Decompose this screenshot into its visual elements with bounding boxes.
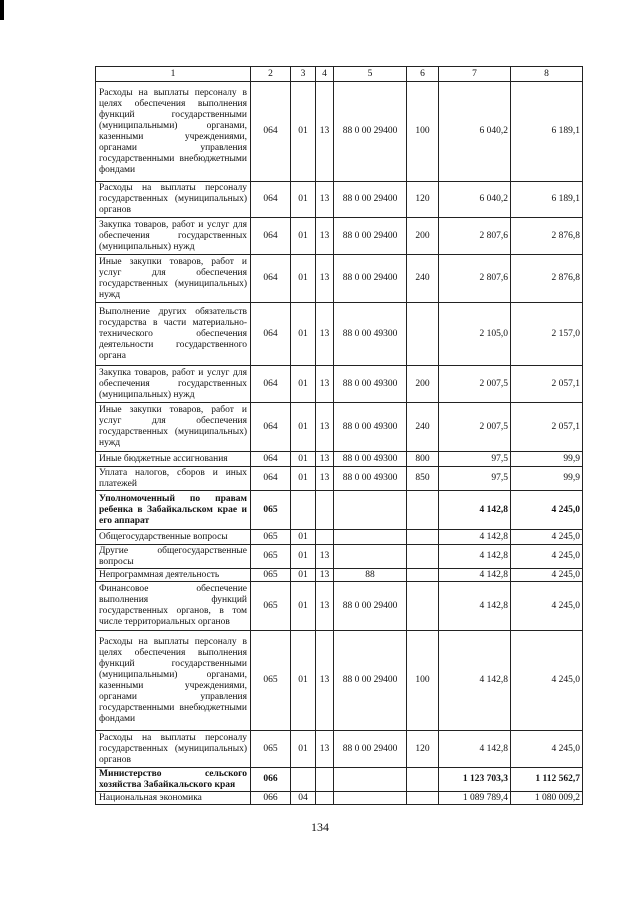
- section-code-cell: [291, 491, 316, 530]
- row-name-cell: Министерство сельского хозяйства Забайкальского края: [96, 768, 251, 792]
- expense-type-cell: 120: [407, 182, 439, 218]
- amount-year-2-cell: 2 876,8: [511, 218, 583, 255]
- amount-year-2-cell: 2 057,1: [511, 366, 583, 403]
- expense-type-cell: 240: [407, 403, 439, 452]
- table-row: [96, 731, 583, 768]
- ministry-code-cell: 064: [251, 366, 291, 403]
- ministry-code-cell: 064: [251, 452, 291, 467]
- amount-year-2-cell: 4 245,0: [511, 631, 583, 731]
- section-code-cell: 01: [291, 182, 316, 218]
- header-cell: 8: [511, 67, 583, 82]
- target-item-cell: [334, 768, 407, 792]
- ministry-code-cell: 064: [251, 403, 291, 452]
- section-code-cell: 01: [291, 255, 316, 303]
- target-item-cell: [334, 530, 407, 545]
- amount-year-1-cell: 4 142,8: [439, 569, 511, 582]
- amount-year-1-cell: 2 007,5: [439, 403, 511, 452]
- expense-type-cell: 850: [407, 467, 439, 491]
- row-name-cell: Выполнение других обязательств государства в части материально-технического обеспечения деятельности государственного органа: [96, 303, 251, 366]
- target-item-cell: [334, 491, 407, 530]
- ministry-code-cell: 064: [251, 255, 291, 303]
- subsection-code-cell: [316, 530, 334, 545]
- amount-year-1-cell: 6 040,2: [439, 182, 511, 218]
- row-name-cell: Расходы на выплаты персоналу государственных (муниципальных) органов: [96, 182, 251, 218]
- amount-year-1-cell: 4 142,8: [439, 545, 511, 569]
- row-name-cell: Национальная экономика: [96, 792, 251, 805]
- amount-year-2-cell: 6 189,1: [511, 182, 583, 218]
- ministry-code-cell: 065: [251, 545, 291, 569]
- subsection-code-cell: 13: [316, 182, 334, 218]
- amount-year-1-cell: 4 142,8: [439, 731, 511, 768]
- subsection-code-cell: [316, 792, 334, 805]
- target-item-cell: 88 0 00 29400: [334, 182, 407, 218]
- expense-type-cell: [407, 491, 439, 530]
- row-name-cell: Другие общегосударственные вопросы: [96, 545, 251, 569]
- subsection-code-cell: 13: [316, 403, 334, 452]
- header-cell: 6: [407, 67, 439, 82]
- ministry-code-cell: 064: [251, 182, 291, 218]
- ministry-code-cell: 066: [251, 768, 291, 792]
- amount-year-2-cell: 2 057,1: [511, 403, 583, 452]
- amount-year-1-cell: 2 105,0: [439, 303, 511, 366]
- header-cell: 5: [334, 67, 407, 82]
- section-code-cell: 01: [291, 452, 316, 467]
- row-name-cell: Расходы на выплаты персоналу государственных (муниципальных) органов: [96, 731, 251, 768]
- subsection-code-cell: [316, 491, 334, 530]
- expense-type-cell: [407, 792, 439, 805]
- amount-year-1-cell: 2 807,6: [439, 255, 511, 303]
- section-code-cell: 01: [291, 545, 316, 569]
- ministry-code-cell: 064: [251, 467, 291, 491]
- row-name-cell: Иные закупки товаров, работ и услуг для обеспечения государственных (муниципальных) нужд: [96, 403, 251, 452]
- amount-year-1-cell: 1 089 789,4: [439, 792, 511, 805]
- expense-type-cell: [407, 545, 439, 569]
- table-row: [96, 768, 583, 792]
- table-row: [96, 82, 583, 182]
- amount-year-1-cell: 1 123 703,3: [439, 768, 511, 792]
- amount-year-2-cell: 4 245,0: [511, 545, 583, 569]
- table-row: [96, 491, 583, 530]
- header-cell: 2: [251, 67, 291, 82]
- table-row: [96, 792, 583, 805]
- section-code-cell: 01: [291, 82, 316, 182]
- target-item-cell: 88 0 00 29400: [334, 631, 407, 731]
- expense-type-cell: [407, 582, 439, 631]
- amount-year-2-cell: 4 245,0: [511, 530, 583, 545]
- expense-type-cell: 100: [407, 82, 439, 182]
- header-cell: 4: [316, 67, 334, 82]
- table-row: [96, 452, 583, 467]
- amount-year-1-cell: 97,5: [439, 452, 511, 467]
- row-name-cell: Уполномоченный по правам ребенка в Забайкальском крае и его аппарат: [96, 491, 251, 530]
- target-item-cell: [334, 545, 407, 569]
- amount-year-2-cell: 4 245,0: [511, 569, 583, 582]
- table-row: [96, 303, 583, 366]
- ministry-code-cell: 065: [251, 731, 291, 768]
- target-item-cell: 88 0 00 49300: [334, 403, 407, 452]
- table-row: [96, 467, 583, 491]
- section-code-cell: [291, 768, 316, 792]
- header-cell: 1: [96, 67, 251, 82]
- amount-year-2-cell: 6 189,1: [511, 82, 583, 182]
- amount-year-1-cell: 4 142,8: [439, 530, 511, 545]
- subsection-code-cell: 13: [316, 303, 334, 366]
- subsection-code-cell: [316, 768, 334, 792]
- subsection-code-cell: 13: [316, 452, 334, 467]
- section-code-cell: 01: [291, 569, 316, 582]
- row-name-cell: Иные бюджетные ассигнования: [96, 452, 251, 467]
- section-code-cell: 01: [291, 303, 316, 366]
- section-code-cell: 01: [291, 530, 316, 545]
- subsection-code-cell: 13: [316, 82, 334, 182]
- expense-type-cell: 200: [407, 218, 439, 255]
- budget-table: [95, 66, 583, 805]
- subsection-code-cell: 13: [316, 545, 334, 569]
- amount-year-1-cell: 4 142,8: [439, 491, 511, 530]
- target-item-cell: 88 0 00 49300: [334, 366, 407, 403]
- section-code-cell: 01: [291, 366, 316, 403]
- amount-year-2-cell: 4 245,0: [511, 731, 583, 768]
- target-item-cell: [334, 792, 407, 805]
- table-row: [96, 530, 583, 545]
- amount-year-2-cell: 1 080 009,2: [511, 792, 583, 805]
- amount-year-1-cell: 2 007,5: [439, 366, 511, 403]
- table-row: [96, 631, 583, 731]
- ministry-code-cell: 065: [251, 582, 291, 631]
- section-code-cell: 01: [291, 631, 316, 731]
- row-name-cell: Иные закупки товаров, работ и услуг для обеспечения государственных (муниципальных) нужд: [96, 255, 251, 303]
- target-item-cell: 88: [334, 569, 407, 582]
- ministry-code-cell: 064: [251, 218, 291, 255]
- section-code-cell: 01: [291, 403, 316, 452]
- target-item-cell: 88 0 00 29400: [334, 82, 407, 182]
- amount-year-2-cell: 4 245,0: [511, 582, 583, 631]
- page-number: 134: [311, 820, 329, 834]
- subsection-code-cell: 13: [316, 569, 334, 582]
- row-name-cell: Расходы на выплаты персоналу в целях обеспечения выполнения функций государственными (муниципальными) органами, казенными учреждениями, органами управления государственными внебюджетными фондами: [96, 82, 251, 182]
- target-item-cell: 88 0 00 29400: [334, 218, 407, 255]
- header-cell: 7: [439, 67, 511, 82]
- table-row: [96, 545, 583, 569]
- ministry-code-cell: 064: [251, 303, 291, 366]
- ministry-code-cell: 064: [251, 82, 291, 182]
- table-header-row: [96, 67, 583, 82]
- target-item-cell: 88 0 00 29400: [334, 731, 407, 768]
- expense-type-cell: 800: [407, 452, 439, 467]
- amount-year-1-cell: 6 040,2: [439, 82, 511, 182]
- amount-year-1-cell: 2 807,6: [439, 218, 511, 255]
- section-code-cell: 01: [291, 467, 316, 491]
- table-row: [96, 182, 583, 218]
- target-item-cell: 88 0 00 29400: [334, 582, 407, 631]
- ministry-code-cell: 065: [251, 569, 291, 582]
- row-name-cell: Непрограммная деятельность: [96, 569, 251, 582]
- header-cell: 3: [291, 67, 316, 82]
- amount-year-2-cell: 1 112 562,7: [511, 768, 583, 792]
- target-item-cell: 88 0 00 49300: [334, 452, 407, 467]
- row-name-cell: Расходы на выплаты персоналу в целях обеспечения выполнения функций государственными (муниципальными) органами, казенными учреждениями, органами управления государственными внебюджетными фондами: [96, 631, 251, 731]
- expense-type-cell: [407, 768, 439, 792]
- section-code-cell: 01: [291, 218, 316, 255]
- ministry-code-cell: 065: [251, 530, 291, 545]
- amount-year-2-cell: 99,9: [511, 467, 583, 491]
- subsection-code-cell: 13: [316, 731, 334, 768]
- table-row: [96, 569, 583, 582]
- ministry-code-cell: 065: [251, 631, 291, 731]
- row-name-cell: Уплата налогов, сборов и иных платежей: [96, 467, 251, 491]
- table-row: [96, 218, 583, 255]
- scan-edge-mark: [0, 0, 4, 20]
- amount-year-2-cell: 2 157,0: [511, 303, 583, 366]
- target-item-cell: 88 0 00 49300: [334, 303, 407, 366]
- row-name-cell: Закупка товаров, работ и услуг для обеспечения государственных (муниципальных) нужд: [96, 218, 251, 255]
- table-row: [96, 582, 583, 631]
- amount-year-2-cell: 2 876,8: [511, 255, 583, 303]
- row-name-cell: Закупка товаров, работ и услуг для обеспечения государственных (муниципальных) нужд: [96, 366, 251, 403]
- table-row: [96, 255, 583, 303]
- section-code-cell: 04: [291, 792, 316, 805]
- expense-type-cell: [407, 530, 439, 545]
- table-row: [96, 366, 583, 403]
- ministry-code-cell: 065: [251, 491, 291, 530]
- subsection-code-cell: 13: [316, 631, 334, 731]
- subsection-code-cell: 13: [316, 255, 334, 303]
- amount-year-2-cell: 99,9: [511, 452, 583, 467]
- target-item-cell: 88 0 00 29400: [334, 255, 407, 303]
- subsection-code-cell: 13: [316, 366, 334, 403]
- expense-type-cell: 240: [407, 255, 439, 303]
- subsection-code-cell: 13: [316, 218, 334, 255]
- expense-type-cell: 120: [407, 731, 439, 768]
- target-item-cell: 88 0 00 49300: [334, 467, 407, 491]
- expense-type-cell: [407, 303, 439, 366]
- amount-year-2-cell: 4 245,0: [511, 491, 583, 530]
- expense-type-cell: 200: [407, 366, 439, 403]
- section-code-cell: 01: [291, 731, 316, 768]
- ministry-code-cell: 066: [251, 792, 291, 805]
- expense-type-cell: [407, 569, 439, 582]
- subsection-code-cell: 13: [316, 582, 334, 631]
- amount-year-1-cell: 4 142,8: [439, 631, 511, 731]
- amount-year-1-cell: 4 142,8: [439, 582, 511, 631]
- row-name-cell: Финансовое обеспечение выполнения функций государственных органов, в том числе территориальных органов: [96, 582, 251, 631]
- row-name-cell: Общегосударственные вопросы: [96, 530, 251, 545]
- section-code-cell: 01: [291, 582, 316, 631]
- expense-type-cell: 100: [407, 631, 439, 731]
- amount-year-1-cell: 97,5: [439, 467, 511, 491]
- subsection-code-cell: 13: [316, 467, 334, 491]
- table-row: [96, 403, 583, 452]
